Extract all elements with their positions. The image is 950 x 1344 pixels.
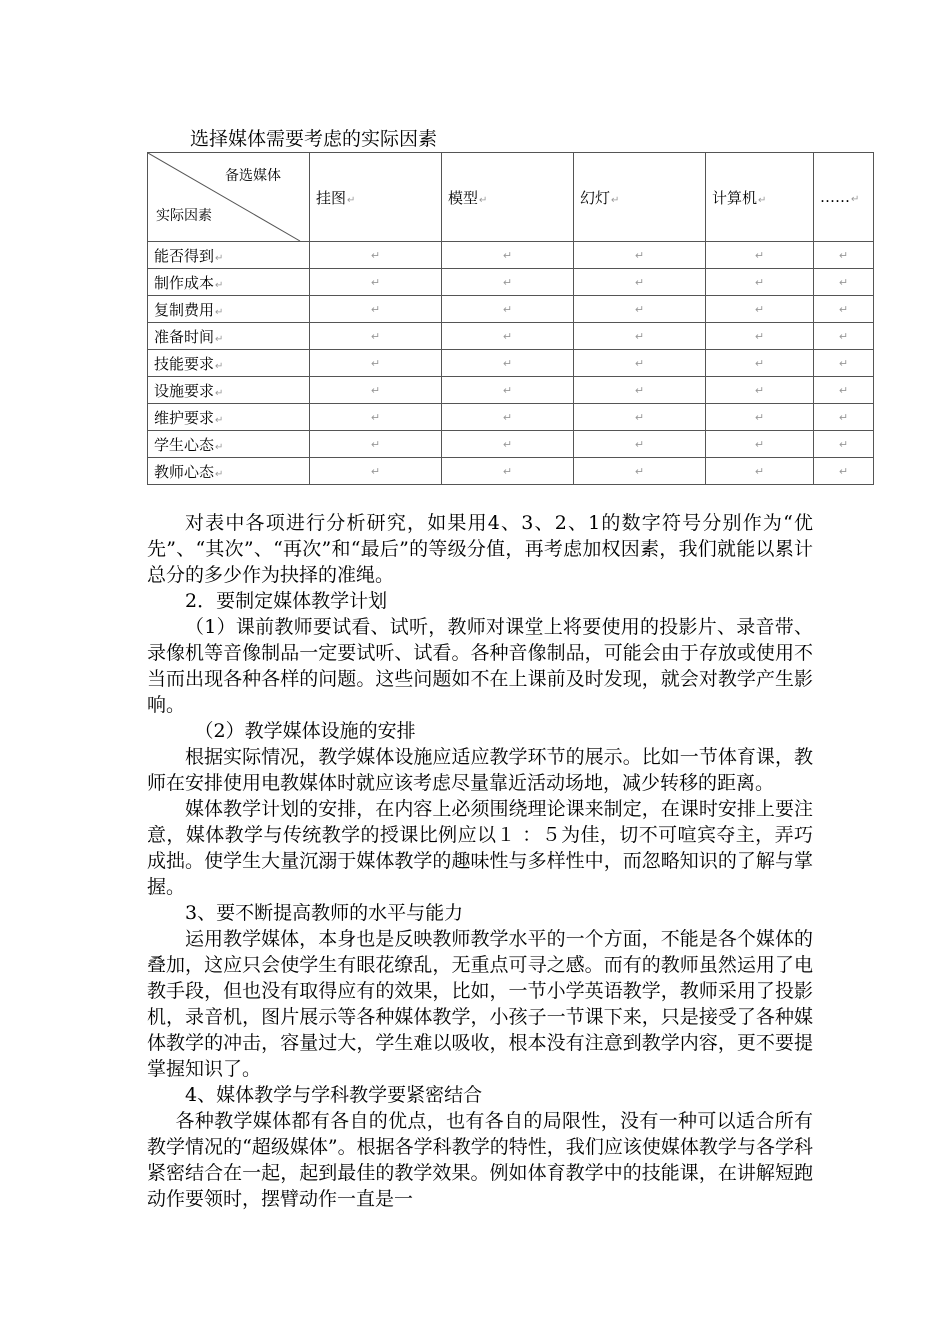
row-header-label: 准备时间 [154,327,215,346]
paragraph-mark: ↵ [851,194,860,205]
table-cell: ↵ [574,377,706,404]
row-header [148,404,310,431]
row-header [148,296,310,323]
table-cell: ↵ [706,404,814,431]
row-header-label: 复制费用 [154,300,215,319]
corner-bottom-label: 实际因素 [156,208,212,224]
paragraph-mark: ↵ [215,333,224,345]
table-cell: ↵ [814,296,874,323]
table-cell: ↵ [442,431,574,458]
column-header-label: 计算机 [712,188,758,207]
table-cell: ↵ [310,431,442,458]
row-header [148,350,310,377]
heading-facilities: （2）教学媒体设施的安排 [194,720,416,742]
table-cell: ↵ [814,323,874,350]
table-cell: ↵ [814,458,874,485]
table-cell: ↵ [442,323,574,350]
column-header [814,153,874,242]
column-header [706,153,814,242]
paragraph-analysis: 对表中各项进行分析研究，如果用4、3、2、1的数字符号分别作为“优先”、“其次”、“再次”和“最后”的等级分值，再考虑加权因素，我们就能以累计总分的多少作为抉择的准绳。 [147,512,813,586]
table-cell: ↵ [574,296,706,323]
row-header-label: 能否得到 [154,246,215,265]
table-row [148,350,874,377]
table-cell: ↵ [706,431,814,458]
paragraph-mark: ↵ [215,306,224,318]
table-cell: ↵ [574,404,706,431]
table-cell: ↵ [310,458,442,485]
paragraph-integration: 各种教学媒体都有各自的优点，也有各自的局限性，没有一种可以适合所有教学情况的“超级媒体”。根据各学科教学的特性，我们应该使媒体教学与各学科紧密结合在一起，起到最佳的教学效果。例如体育教学中的技能课，在讲解短跑动作要领时，摆臂动作一直是一 [147,1110,813,1210]
table-cell: ↵ [442,377,574,404]
row-header-label: 制作成本 [154,273,215,292]
paragraph-mark: ↵ [347,194,356,206]
column-header-label: …… [820,188,850,206]
table-cell: ↵ [310,404,442,431]
table-cell: ↵ [574,458,706,485]
paragraph-preview: （1）课前教师要试看、试听，教师对课堂上将要使用的投影片、录音带、录像机等音像制品一定要试听、试看。各种音像制品，可能会由于存放或使用不当而出现各种各样的问题。这些问题如不在上课前及时发现，就会对教学产生影响。 [147,616,813,716]
table-cell: ↵ [574,350,706,377]
table-cell: ↵ [310,269,442,296]
table-row [148,431,874,458]
paragraph-mark: ↵ [215,441,224,453]
table-row [148,458,874,485]
table-cell: ↵ [442,269,574,296]
paragraph-mark: ↵ [215,387,224,399]
row-header-label: 技能要求 [154,354,215,373]
table-cell: ↵ [574,242,706,269]
table-cell: ↵ [310,377,442,404]
heading-teacher-ability: 3、要不断提高教师的水平与能力 [185,902,464,924]
row-header-label: 设施要求 [154,381,215,400]
table-row [148,242,874,269]
row-header-label: 教师心态 [154,462,215,481]
table-cell: ↵ [814,431,874,458]
paragraph-mark: ↵ [215,468,224,480]
heading-integration: 4、媒体教学与学科教学要紧密结合 [185,1084,483,1106]
table-row [148,323,874,350]
paragraph-mark: ↵ [215,279,224,291]
table-row [148,296,874,323]
table-cell: ↵ [706,377,814,404]
paragraph-facilities: 根据实际情况，教学媒体设施应适应教学环节的展示。比如一节体育课，教师在安排使用电教媒体时就应该考虑尽量靠近活动场地，减少转移的距离。 [147,746,813,794]
paragraph-mark: ↵ [758,194,767,206]
corner-top-label: 备选媒体 [225,168,281,184]
table-cell: ↵ [706,350,814,377]
table-cell: ↵ [310,296,442,323]
table-row [148,269,874,296]
column-header [310,153,442,242]
table-cell: ↵ [706,269,814,296]
heading-plan: 2．要制定媒体教学计划 [185,590,388,612]
row-header [148,458,310,485]
column-header [574,153,706,242]
table-cell: ↵ [706,458,814,485]
column-header-label: 模型 [448,188,479,207]
table-cell: ↵ [814,377,874,404]
table-cell: ↵ [706,323,814,350]
paragraph-mark: ↵ [215,414,224,426]
paragraph-mark: ↵ [215,360,224,372]
table-cell: ↵ [814,404,874,431]
table-cell: ↵ [442,296,574,323]
table-cell: ↵ [814,269,874,296]
row-header [148,377,310,404]
table-cell: ↵ [574,323,706,350]
row-header [148,269,310,296]
paragraph-mark: ↵ [215,252,224,264]
row-header-label: 学生心态 [154,435,215,454]
row-header [148,242,310,269]
row-header [148,431,310,458]
table-cell: ↵ [574,269,706,296]
paragraph-schedule: 媒体教学计划的安排，在内容上必须围绕理论课来制定，在课时安排上要注意，媒体教学与传统教学的授课比例应以１ ：５为佳，切不可喧宾夺主，弄巧成拙。使学生大量沉溺于媒体教学的趣味性与多样性中，而忽略知识的了解与掌握。 [147,798,813,898]
table-cell: ↵ [310,323,442,350]
table-cell: ↵ [706,242,814,269]
table-cell: ↵ [814,242,874,269]
table-cell: ↵ [442,458,574,485]
table-caption: 选择媒体需要考虑的实际因素 [190,128,438,150]
table-cell: ↵ [442,404,574,431]
table-row [148,377,874,404]
body-text [147,510,813,1212]
column-header-label: 幻灯 [580,188,611,207]
row-header-label: 维护要求 [154,408,215,427]
table-cell: ↵ [706,296,814,323]
table-cell: ↵ [310,242,442,269]
paragraph-mark: ↵ [611,194,620,206]
paragraph-mark: ↵ [479,194,488,206]
table-corner-header [148,153,310,242]
paragraph-teacher-ability: 运用教学媒体，本身也是反映教师教学水平的一个方面，不能是各个媒体的叠加，这应只会使学生有眼花缭乱，无重点可寻之感。而有的教师虽然运用了电教手段，但也没有取得应有的效果，比如，一节小学英语教学，教师采用了投影机，录音机，图片展示等各种媒体教学，小孩子一节课下来，只是接受了各种媒体教学的冲击，容量过大，学生难以吸收，根本没有注意到教学内容，更不要提掌握知识了。 [147,928,813,1080]
table-cell: ↵ [310,350,442,377]
column-header [442,153,574,242]
column-header-label: 挂图 [316,188,347,207]
table-cell: ↵ [574,431,706,458]
row-header [148,323,310,350]
table-cell: ↵ [442,350,574,377]
table-cell: ↵ [814,350,874,377]
media-selection-table [147,152,874,485]
table-cell: ↵ [442,242,574,269]
table-row [148,404,874,431]
